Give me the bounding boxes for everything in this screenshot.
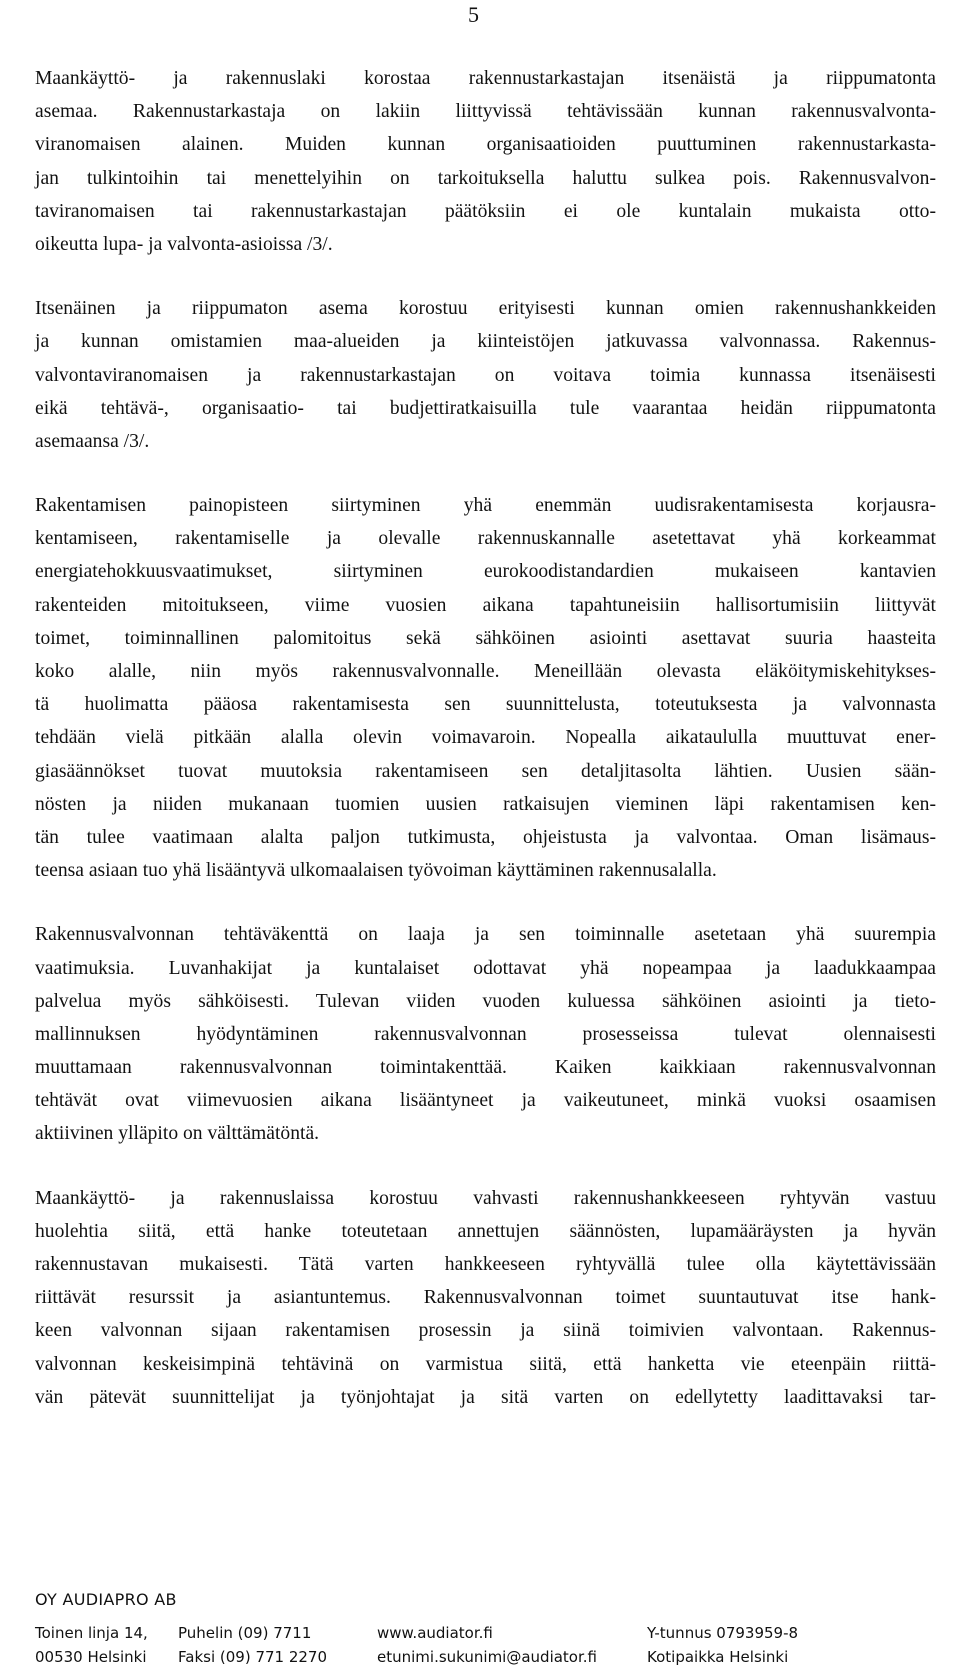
text-line: valvonnan keskeisimpinä tehtävinä on varmistua siitä, että hanketta vie eteenpäin riittä- <box>35 1353 936 1375</box>
phone-number: Puhelin (09) 7711 <box>178 1624 312 1642</box>
text-line: muuttamaan rakennusvalvonnan toimintakenttää. Kaiken kaikkiaan rakennusvalvonnan <box>35 1057 936 1079</box>
paragraph <box>35 489 936 887</box>
fax-number: Faksi (09) 771 2270 <box>178 1648 328 1666</box>
text-line: nösten ja niiden mukanaan tuomien uusien ratkaisujen vieminen läpi rakentamisen ken- <box>35 793 936 815</box>
paragraph <box>35 292 936 458</box>
text-line: taviranomaisen tai rakennustarkastajan päätöksiin ei ole kuntalain mukaista otto- <box>35 200 936 222</box>
text-line: palvelua myös sähköisesti. Tulevan viiden vuoden kuluessa sähköinen asiointi ja tieto- <box>35 990 936 1012</box>
text-line: Itsenäinen ja riippumaton asema korostuu erityisesti kunnan omien rakennushankkeiden <box>35 298 936 320</box>
email-address: etunimi.sukunimi@audiator.fi <box>377 1648 597 1666</box>
text-line: vän pätevät suunnittelijat ja työnjohtajat ja sitä varten on edellytetty laadittavaksi tar- <box>35 1386 936 1408</box>
text-line: asemaa. Rakennustarkastaja on lakiin liittyvissä tehtävissään kunnan rakennusvalvonta- <box>35 101 936 123</box>
page-footer <box>35 1590 935 1672</box>
text-line: koko alalle, niin myös rakennusvalvonnalle. Meneillään olevasta eläköitymiskehitykses- <box>35 661 936 682</box>
text-line: toimet, toiminnallinen palomitoitus sekä sähköinen asiointi asettavat suuria haasteita <box>35 627 936 649</box>
page-number: 5 <box>468 2 479 27</box>
company-name: OY AUDIAPRO AB <box>35 1590 177 1609</box>
street-address: Toinen linja 14, <box>35 1624 148 1642</box>
text-line: aktiivinen ylläpito on välttämätöntä. <box>35 1123 320 1145</box>
website: www.audiator.fi <box>377 1624 493 1642</box>
text-line: oikeutta lupa- ja valvonta-asioissa /3/. <box>35 233 333 255</box>
text-line: rakenteiden mitoitukseen, viime vuosien aikana tapahtuneisiin hallisortumisiin liittyvät <box>35 594 936 616</box>
text-line: valvontaviranomaisen ja rakennustarkastajan on voitava toimia kunnassa itsenäisesti <box>35 364 936 386</box>
domicile: Kotipaikka Helsinki <box>647 1648 789 1666</box>
text-line: huolehtia siitä, että hanke toteutetaan annettujen säännösten, lupamääräysten ja hyvän <box>35 1220 936 1242</box>
text-line: vaatimuksia. Luvanhakijat ja kuntalaiset odottavat yhä nopeampaa ja laadukkaampaa <box>35 957 936 979</box>
text-line: tä huolimatta pääosa rakentamisesta sen suunnittelusta, toteutuksesta ja valvonnasta <box>35 694 936 716</box>
text-line: teensa asiaan tuo yhä lisääntyvä ulkomaalaisen työvoiman käyttäminen rakennusalalla. <box>35 860 717 882</box>
paragraph <box>35 918 936 1150</box>
text-line: kentamiseen, rakentamiselle ja olevalle rakennuskannalle asetettavat yhä korkeammat <box>35 528 936 550</box>
text-line: mallinnuksen hyödyntäminen rakennusvalvonnan prosesseissa tulevat olennaisesti <box>35 1023 936 1045</box>
text-line: tehtävät ovat viimevuosien aikana lisääntyneet ja vaikeutuneet, minkä vuoksi osaamisen <box>35 1090 936 1112</box>
text-line: Rakentamisen painopisteen siirtyminen yhä enemmän uudisrakentamisesta korjausra- <box>35 495 936 517</box>
text-line: viranomaisen alainen. Muiden kunnan organisaatioiden puuttuminen rakennustarkasta- <box>35 134 936 156</box>
business-id: Y-tunnus 0793959-8 <box>647 1624 799 1642</box>
text-line: tän tulee vaatimaan alalta paljon tutkimusta, ohjeistusta ja valvontaa. Oman lisämaus- <box>35 826 936 848</box>
text-line: jan tulkintoihin tai menettelyihin on tarkoituksella haluttu sulkea pois. Rakennusvalvon- <box>35 167 936 189</box>
footer-row <box>35 1624 935 1648</box>
text-line: Rakennusvalvonnan tehtäväkenttä on laaja ja sen toiminnalle asetetaan yhä suurempia <box>35 924 936 946</box>
text-line: rakennustavan mukaisesti. Tätä varten hankkeeseen ryhtyvällä tulee olla käytettävissään <box>35 1254 936 1275</box>
text-line: Maankäyttö- ja rakennuslaissa korostuu vahvasti rakennushankkeeseen ryhtyvän vastuu <box>35 1187 936 1209</box>
body-text <box>35 62 936 1414</box>
text-line: energiatehokkuusvaatimukset, siirtyminen eurokoodistandardien mukaiseen kantavien <box>35 561 936 583</box>
text-line: asemaansa /3/. <box>35 430 150 452</box>
text-line: eikä tehtävä-, organisaatio- tai budjettiratkaisuilla tule vaarantaa heidän riippumatonta <box>35 397 936 419</box>
footer-row <box>35 1648 935 1672</box>
paragraph <box>35 62 936 261</box>
paragraph <box>35 1182 936 1414</box>
text-line: Maankäyttö- ja rakennuslaki korostaa rakennustarkastajan itsenäistä ja riippumatonta <box>35 68 936 89</box>
text-line: tehdään vielä pitkään alalla olevin voimavaroin. Nopealla aikataululla muuttuvat ener- <box>35 727 936 749</box>
text-line: riittävät resurssit ja asiantuntemus. Rakennusvalvonnan toimet suuntautuvat itse hank- <box>35 1287 936 1309</box>
text-line: giasäännökset tuovat muutoksia rakentamiseen sen detaljitasolta lähtien. Uusien sään- <box>35 760 936 782</box>
text-line: keen valvonnan sijaan rakentamisen prosessin ja siinä toimivien valvontaan. Rakennus- <box>35 1320 936 1342</box>
postal-address: 00530 Helsinki <box>35 1648 147 1666</box>
text-line: ja kunnan omistamien maa-alueiden ja kiinteistöjen jatkuvassa valvonnassa. Rakennus- <box>35 331 936 353</box>
